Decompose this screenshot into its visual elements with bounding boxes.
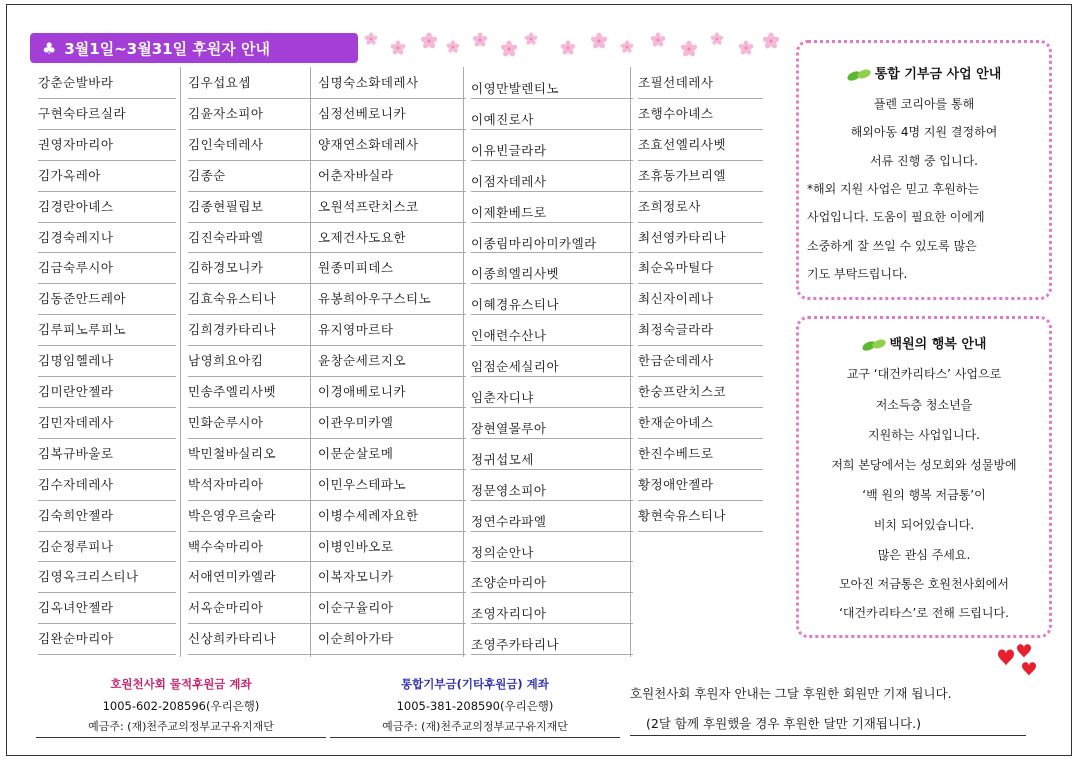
row-rule xyxy=(38,252,176,253)
hundred-won-title xyxy=(799,333,1049,352)
row-rule xyxy=(318,160,466,161)
row-rule xyxy=(38,407,176,408)
donor-name: 김민자데레사 xyxy=(38,414,114,430)
row-rule xyxy=(38,469,176,470)
donor-name: 어춘자바실라 xyxy=(318,167,394,183)
petal-icon xyxy=(560,40,576,56)
donor-name: 김영옥크리스티나 xyxy=(38,569,139,585)
row-rule xyxy=(638,129,763,130)
donor-name: 이종림마리아미카엘라 xyxy=(471,235,597,251)
box1-line: 해외아동 4명 지원 결정하여 xyxy=(850,125,998,139)
row-rule xyxy=(471,407,633,408)
donor-name: 이유빈글라라 xyxy=(471,142,547,158)
row-rule xyxy=(188,500,320,501)
donor-name: 이점자데레사 xyxy=(471,173,547,189)
row-rule xyxy=(38,345,176,346)
donor-name: 최순옥마틸다 xyxy=(638,260,714,276)
donor-name: 민송주엘리사벳 xyxy=(188,384,277,399)
box2-line: 저소득층 청소년을 xyxy=(875,398,973,412)
donor-name: 이영만발렌티노 xyxy=(471,81,560,96)
donor-name: 서옥순마리아 xyxy=(188,600,264,616)
donor-name: 김종순 xyxy=(188,167,226,183)
box1-line: 서류 진행 중 입니다. xyxy=(870,154,978,168)
row-rule xyxy=(318,98,466,99)
petal-icon xyxy=(472,32,488,48)
row-rule xyxy=(188,561,320,562)
donor-name: 조효선엘리사벳 xyxy=(638,136,727,152)
box2-line: ‘백 원의 행복 저금통’이 xyxy=(862,488,986,502)
petal-icon xyxy=(446,40,460,54)
donor-column xyxy=(188,67,320,657)
account-integrated-holder: 예금주: (재)천주교의정부교구유지재단 xyxy=(330,718,620,738)
row-rule xyxy=(638,376,763,377)
donor-name: 최선영카타리나 xyxy=(638,229,727,245)
donor-name: 최정숙글라라 xyxy=(638,322,714,338)
petal-icon xyxy=(500,40,518,58)
hearts-icon xyxy=(996,640,1042,680)
decorative-petals xyxy=(360,30,780,60)
row-rule xyxy=(471,469,633,470)
petal-icon xyxy=(390,40,406,56)
petal-icon xyxy=(420,32,438,50)
row-rule xyxy=(38,654,176,655)
row-rule xyxy=(318,345,466,346)
donor-name: 이종희엘리사벳 xyxy=(471,266,560,282)
donor-name: 김윤자소피아 xyxy=(188,105,264,121)
row-rule xyxy=(318,376,466,377)
donor-name: 윤창순세르지오 xyxy=(318,353,407,369)
row-rule xyxy=(188,592,320,593)
petal-icon xyxy=(680,40,698,58)
petal-icon xyxy=(738,40,754,56)
row-rule xyxy=(318,469,466,470)
donor-name: 김순정루피나 xyxy=(38,538,114,554)
donor-column xyxy=(638,67,763,657)
box1-note-line: 소중하게 잘 쓰일 수 있도록 많은 xyxy=(807,239,977,253)
donor-name: 김옥녀안젤라 xyxy=(38,600,114,616)
account-material-number: 1005-602-208596(우리은행) xyxy=(102,699,260,713)
row-rule xyxy=(318,654,466,655)
donor-name: 조양순마리아 xyxy=(471,575,547,591)
box1-note-line: *해외 지원 사업은 믿고 후원하는 xyxy=(807,182,979,196)
donor-name: 조영자리디아 xyxy=(471,606,547,622)
donor-name: 한숭프란치스코 xyxy=(638,384,727,399)
donor-name: 김수자데레사 xyxy=(38,476,114,492)
row-rule xyxy=(188,345,320,346)
row-rule xyxy=(318,438,466,439)
club-icon: ♣ xyxy=(42,38,57,58)
row-rule xyxy=(38,623,176,624)
donor-column xyxy=(318,67,466,657)
column-divider xyxy=(463,67,464,657)
row-rule xyxy=(38,222,176,223)
account-material-title: 호원천사회 물적후원금 계좌 xyxy=(110,677,252,691)
row-rule xyxy=(638,222,763,223)
donor-name: 김종현필립보 xyxy=(188,198,264,214)
row-rule xyxy=(471,623,633,624)
donor-name: 김동준안드레아 xyxy=(38,291,127,307)
box2-line: 저희 본당에서는 성모회와 성물방에 xyxy=(831,458,1017,472)
row-rule xyxy=(188,531,320,532)
donor-name: 이혜경유스티나 xyxy=(471,297,560,313)
donor-name: 김루피노루피노 xyxy=(38,322,127,338)
donor-name: 김완순마리아 xyxy=(38,631,114,647)
row-rule xyxy=(471,129,633,130)
donor-name: 이예진로사 xyxy=(471,111,534,127)
row-rule xyxy=(471,654,633,655)
donor-name: 오제건사도요한 xyxy=(318,229,407,245)
donor-name: 강춘순발바라 xyxy=(38,75,114,90)
donor-name: 조영주카타리나 xyxy=(471,637,560,653)
row-rule xyxy=(471,561,633,562)
account-integrated-number: 1005-381-208590(우리은행) xyxy=(396,699,554,713)
donor-name: 인애련수산나 xyxy=(471,328,547,344)
row-rule xyxy=(188,438,320,439)
row-rule xyxy=(38,592,176,593)
box1-line: 플렌 코리아를 통해 xyxy=(873,97,975,111)
row-rule xyxy=(188,314,320,315)
donor-name: 정문영소피아 xyxy=(471,482,547,498)
donor-name: 이제환베드로 xyxy=(471,204,547,220)
page-title xyxy=(30,33,358,63)
donor-name: 김하경모니카 xyxy=(188,260,264,276)
donor-name: 양재연소화데레사 xyxy=(318,136,419,152)
donor-name: 이병수세례자요한 xyxy=(318,507,419,523)
notice-line-2: (2달 함께 후원했을 경우 후원한 달만 기재됩니다.) xyxy=(630,714,1026,736)
row-rule xyxy=(318,222,466,223)
donor-name: 이문순살로메 xyxy=(318,445,394,461)
donor-name: 김희경카타리나 xyxy=(188,322,277,338)
donor-name: 김가옥레아 xyxy=(38,167,101,183)
row-rule xyxy=(471,438,633,439)
donor-name: 유봉희아우구스티노 xyxy=(318,291,432,307)
petal-icon xyxy=(650,32,666,48)
row-rule xyxy=(318,623,466,624)
petal-icon xyxy=(620,40,634,54)
row-rule xyxy=(38,376,176,377)
box2-line: 교구 ‘대건카리타스’ 사업으로 xyxy=(846,367,1002,381)
petal-icon xyxy=(590,32,608,50)
donor-name: 이순구율리아 xyxy=(318,600,394,616)
account-integrated-title: 통합기부금(기타후원금) 계좌 xyxy=(401,677,549,691)
row-rule xyxy=(638,160,763,161)
donor-name: 이민우스테파노 xyxy=(318,476,407,492)
box2-line: 지원하는 사업입니다. xyxy=(868,428,980,442)
donor-name: 한재순아녜스 xyxy=(638,414,714,430)
row-rule xyxy=(638,531,763,532)
donor-name: 박은영우르술라 xyxy=(188,507,277,523)
donor-name: 원종미피데스 xyxy=(318,260,394,276)
donor-name: 이순희아가타 xyxy=(318,631,394,647)
donor-name: 김경란아녜스 xyxy=(38,198,114,214)
row-rule xyxy=(471,283,633,284)
row-rule xyxy=(38,438,176,439)
integrated-donation-title xyxy=(799,63,1049,82)
row-rule xyxy=(188,222,320,223)
donor-name: 김명임헬레나 xyxy=(38,353,114,369)
donor-name: 김진숙라파엘 xyxy=(188,229,264,245)
donor-name: 김효숙유스티나 xyxy=(188,291,277,307)
row-rule xyxy=(638,469,763,470)
row-rule xyxy=(188,283,320,284)
row-rule xyxy=(188,623,320,624)
donor-name: 이병인바오로 xyxy=(318,538,394,554)
donor-name: 장현열몰루아 xyxy=(471,420,547,436)
donor-name: 신상희카타리나 xyxy=(188,631,277,647)
row-rule xyxy=(38,98,176,99)
row-rule xyxy=(471,160,633,161)
donor-name: 임점순세실리아 xyxy=(471,359,560,375)
donor-name: 황현숙유스티나 xyxy=(638,507,727,523)
donor-name: 조행수아녜스 xyxy=(638,105,714,121)
row-rule xyxy=(638,500,763,501)
petal-icon xyxy=(710,32,724,46)
donor-name: 김미란안젤라 xyxy=(38,384,114,399)
donor-name: 조희정로사 xyxy=(638,198,701,214)
donor-name: 김경숙레지나 xyxy=(38,229,114,245)
row-rule xyxy=(471,222,633,223)
donor-name: 이경애베로니카 xyxy=(318,384,407,399)
donor-name: 황정애안젤라 xyxy=(638,476,714,492)
row-rule xyxy=(188,98,320,99)
row-rule xyxy=(188,252,320,253)
box2-line: 모아진 저금통은 호원천사회에서 xyxy=(839,577,1009,591)
row-rule xyxy=(638,98,763,99)
row-rule xyxy=(38,283,176,284)
donor-name: 서애연미카엘라 xyxy=(188,569,277,585)
row-rule xyxy=(318,191,466,192)
donor-name: 조필선데레사 xyxy=(638,75,714,90)
row-rule xyxy=(188,160,320,161)
row-rule xyxy=(318,531,466,532)
row-rule xyxy=(188,654,320,655)
donor-name: 박석자마리아 xyxy=(188,476,264,492)
row-rule xyxy=(188,469,320,470)
row-rule xyxy=(638,252,763,253)
donor-name: 최신자이레나 xyxy=(638,291,714,307)
box1-note-line: 사업입니다. 도움이 필요한 이에게 xyxy=(807,210,985,224)
row-rule xyxy=(188,376,320,377)
petal-icon xyxy=(364,32,378,46)
box2-line: 많은 관심 주세요. xyxy=(877,548,971,562)
listing-notice xyxy=(630,684,1060,736)
box1-title-text: 통합 기부금 사업 안내 xyxy=(874,67,1002,82)
row-rule xyxy=(318,252,466,253)
row-rule xyxy=(471,500,633,501)
row-rule xyxy=(471,531,633,532)
donor-name: 이복자모니카 xyxy=(318,569,394,585)
row-rule xyxy=(318,407,466,408)
petal-icon xyxy=(762,32,780,50)
donor-name: 권영자마리아 xyxy=(38,136,114,152)
donor-name: 정귀섭모세 xyxy=(471,451,534,467)
donor-name: 김인숙데레사 xyxy=(188,136,264,152)
box1-note-line: 기도 부탁드립니다. xyxy=(807,267,908,281)
donor-name: 한금순데레사 xyxy=(638,353,714,369)
row-rule xyxy=(38,531,176,532)
column-divider xyxy=(310,67,311,657)
row-rule xyxy=(318,500,466,501)
row-rule xyxy=(638,314,763,315)
donor-name: 민화순루시아 xyxy=(188,414,264,430)
donor-name: 한진수베드로 xyxy=(638,445,714,461)
donor-name: 박민철바실리오 xyxy=(188,445,277,461)
row-rule xyxy=(318,314,466,315)
leaf-icon xyxy=(862,338,886,352)
row-rule xyxy=(471,191,633,192)
donor-column xyxy=(471,67,633,657)
donor-name: 심정선베로니카 xyxy=(318,105,407,121)
donor-name: 임춘자디냐 xyxy=(471,390,534,405)
leaf-icon xyxy=(847,68,871,82)
donor-name: 정의순안나 xyxy=(471,544,534,560)
account-integrated xyxy=(330,676,620,738)
donor-name: 백수숙마리아 xyxy=(188,538,264,554)
row-rule xyxy=(638,345,763,346)
row-rule xyxy=(638,283,763,284)
notice-line-1: 호원천사회 후원자 안내는 그달 후원한 회원만 기재 됩니다. xyxy=(630,686,952,701)
row-rule xyxy=(638,438,763,439)
row-rule xyxy=(188,191,320,192)
row-rule xyxy=(38,561,176,562)
box2-line: ‘대건카리타스’로 전해 드립니다. xyxy=(839,606,1009,620)
row-rule xyxy=(638,191,763,192)
donor-name: 구현숙타르실라 xyxy=(38,105,127,121)
donor-name: 김숙희안젤라 xyxy=(38,507,114,523)
row-rule xyxy=(471,314,633,315)
row-rule xyxy=(38,500,176,501)
row-rule xyxy=(38,160,176,161)
integrated-donation-box xyxy=(796,40,1052,300)
row-rule xyxy=(638,407,763,408)
account-material-holder: 예금주: (재)천주교의정부교구유지재단 xyxy=(36,718,326,738)
row-rule xyxy=(38,129,176,130)
hundred-won-box xyxy=(796,316,1052,638)
row-rule xyxy=(318,592,466,593)
row-rule xyxy=(471,252,633,253)
row-rule xyxy=(38,314,176,315)
donor-name: 조휴동가브리엘 xyxy=(638,167,727,183)
donor-name: 심명숙소화데레사 xyxy=(318,75,419,90)
row-rule xyxy=(188,129,320,130)
donor-name: 유지영마르타 xyxy=(318,322,394,338)
account-material xyxy=(36,676,326,738)
row-rule xyxy=(318,561,466,562)
donor-name: 정연수라파엘 xyxy=(471,513,547,529)
donor-name: 김복규바울로 xyxy=(38,445,114,461)
title-text: 3월1일~3월31일 후원자 안내 xyxy=(64,39,270,58)
petal-icon xyxy=(524,32,538,46)
row-rule xyxy=(471,376,633,377)
donor-name: 김우섭요셉 xyxy=(188,75,251,90)
box2-line: 비치 되어있습니다. xyxy=(873,518,975,532)
column-divider xyxy=(180,67,181,657)
row-rule xyxy=(471,98,633,99)
row-rule xyxy=(38,191,176,192)
donor-name: 남영희요아킴 xyxy=(188,353,264,369)
donor-name: 오원석프란치스코 xyxy=(318,198,419,214)
row-rule xyxy=(471,345,633,346)
donor-list xyxy=(38,67,763,657)
row-rule xyxy=(318,283,466,284)
column-divider xyxy=(630,67,631,657)
row-rule xyxy=(188,407,320,408)
row-rule xyxy=(318,129,466,130)
box2-title-text: 백원의 행복 안내 xyxy=(889,337,987,352)
donor-column xyxy=(38,67,176,657)
donor-name: 김금숙루시아 xyxy=(38,260,114,276)
donor-name: 이관우미카엘 xyxy=(318,414,394,430)
row-rule xyxy=(471,592,633,593)
